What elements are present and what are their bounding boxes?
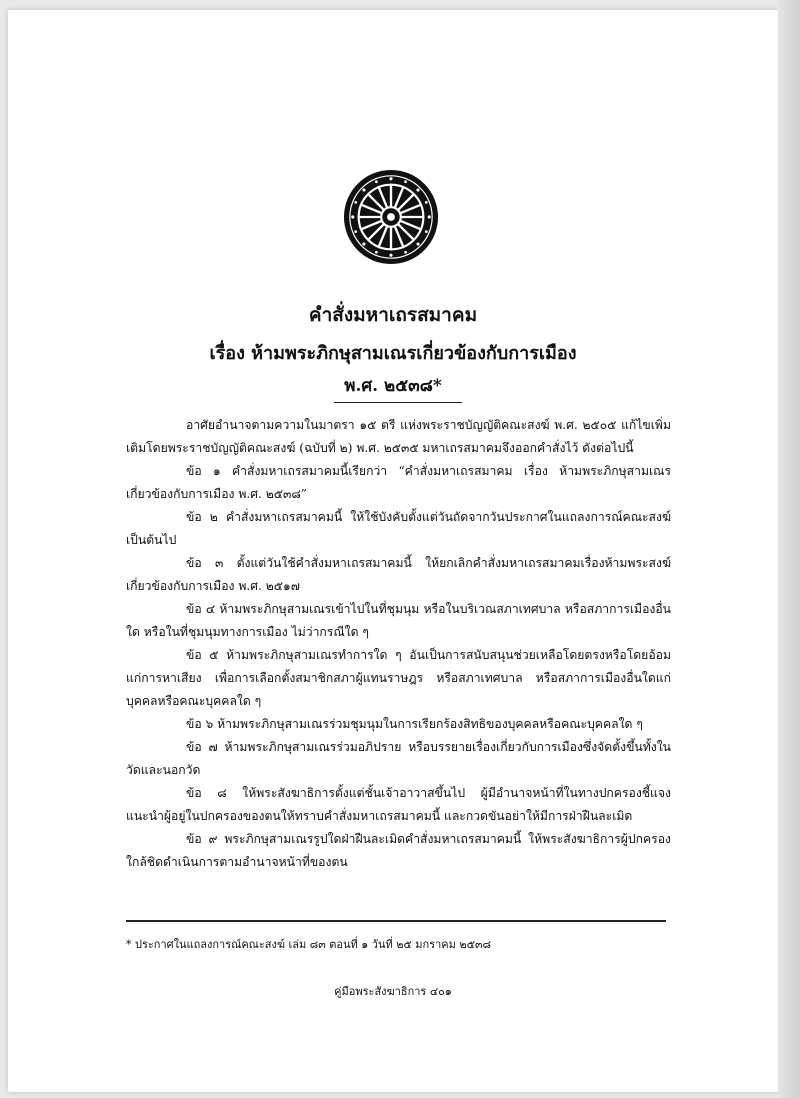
clause-9: ข้อ ๙ พระภิกษุสามเณรรูปใดฝ่าฝืนละเมิดคำสั่งมหาเถรสมาคมนี้ ให้พระสังฆาธิการผู้ปกครองใกล้ชิดดำเนินการตามอำนาจหน้าที่ของตน [126, 832, 671, 869]
order-title: คำสั่งมหาเถรสมาคม [308, 304, 478, 326]
order-subject: เรื่อง ห้ามพระภิกษุสามเณรเกี่ยวข้องกับการเมือง [209, 343, 577, 364]
clause-4: ข้อ ๔ ห้ามพระภิกษุสามเณรเข้าไปในที่ชุมนุม หรือในบริเวณสภาเทศบาล หรือสภาการเมืองอื่นใด หรือในที่ชุมนุมทางการเมือง ไม่ว่ากรณีใด ๆ [126, 602, 671, 639]
clause-7: ข้อ ๗ ห้ามพระภิกษุสามเณรร่วมอภิปราย หรือบรรยายเรื่องเกี่ยวกับการเมืองซึ่งจัดตั้งขึ้นทั้งในวัดและนอกวัด [126, 740, 671, 777]
clause-3: ข้อ ๓ ตั้งแต่วันใช้คำสั่งมหาเถรสมาคมนี้ ให้ยกเลิกคำสั่งมหาเถรสมาคมเรื่องห้ามพระสงฆ์เกี่ยวข้องกับการเมือง พ.ศ. ๒๕๑๗ [126, 556, 671, 593]
clause-5: ข้อ ๕ ห้ามพระภิกษุสามเณรทำการใด ๆ อันเป็นการสนับสนุนช่วยเหลือโดยตรงหรือโดยอ้อมแก่การหาเสียง เพื่อการเลือกตั้งสมาชิกสภาผู้แทนราษฎร หรือสภาเทศบาล หรือสภาการเมืองอื่นใดแก่บุคคลหรือคณะบุคคลใด ๆ [126, 648, 671, 708]
order-body [126, 414, 671, 874]
scroll-edge-shade [778, 0, 800, 1098]
clause-2: ข้อ ๒ คำสั่งมหาเถรสมาคมนี้ ให้ใช้บังคับตั้งแต่วันถัดจากวันประกาศในแถลงการณ์คณะสงฆ์เป็นต้นไป [126, 510, 671, 547]
page-footer: คู่มือพระสังฆาธิการ ๔๐๑ [334, 985, 452, 998]
preamble-paragraph: อาศัยอำนาจตามความในมาตรา ๑๕ ตรี แห่งพระราชบัญญัติคณะสงฆ์ พ.ศ. ๒๕๐๕ แก้ไขเพิ่มเติมโดยพระราชบัญญัติคณะสงฆ์ (ฉบับที่ ๒) พ.ศ. ๒๕๓๕ มหาเถรสมาคมจึงออกคำสั่งไว้ ดังต่อไปนี้ [126, 418, 671, 455]
title-divider [334, 402, 462, 403]
document-page [8, 10, 778, 1092]
clause-8: ข้อ ๘ ให้พระสังฆาธิการตั้งแต่ชั้นเจ้าอาวาสขึ้นไป ผู้มีอำนาจหน้าที่ในทางปกครองชี้แจงแนะนำผู้อยู่ในปกครองของตนให้ทราบคำสั่งมหาเถรสมาคมนี้ และกวดขันอย่าให้มีการฝ่าฝืนละเมิด [126, 786, 671, 823]
footnote: * ประกาศในแถลงการณ์คณะสงฆ์ เล่ม ๘๓ ตอนที่ ๑ วันที่ ๒๕ มกราคม ๒๕๓๘ [126, 938, 491, 951]
clause-6: ข้อ ๖ ห้ามพระภิกษุสามเณรร่วมชุมนุมในการเรียกร้องสิทธิของบุคคลหรือคณะบุคคลใด ๆ [186, 717, 643, 731]
order-year: พ.ศ. ๒๕๓๘* [344, 376, 442, 396]
dharma-wheel-emblem-icon [342, 168, 440, 266]
footnote-divider [126, 920, 666, 922]
clause-1: ข้อ ๑ คำสั่งมหาเถรสมาคมนี้เรียกว่า “คำสั่งมหาเถรสมาคม เรื่อง ห้ามพระภิกษุสามเณรเกี่ยวข้องกับการเมือง พ.ศ. ๒๕๓๘” [126, 464, 671, 501]
